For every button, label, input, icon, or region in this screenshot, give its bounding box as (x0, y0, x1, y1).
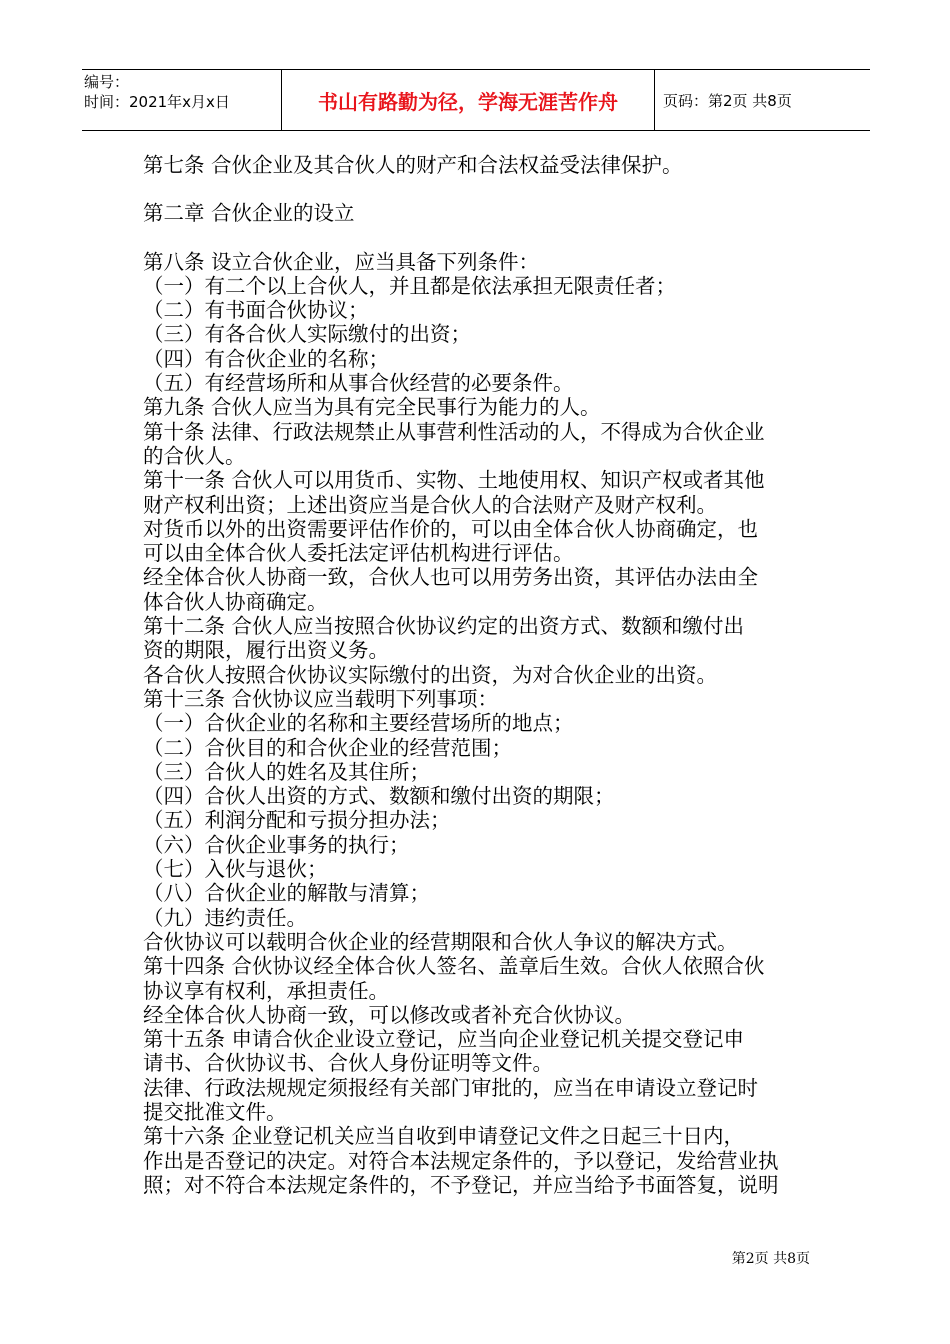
text-line: 第九条 合伙人应当为具有完全民事行为能力的人。 (143, 395, 601, 420)
header-page-number: 页码：第2页 共8页 (663, 91, 792, 110)
text-line: 第七条 合伙企业及其合伙人的财产和合法权益受法律保护。 (143, 153, 683, 177)
text-line: 第十五条 申请合伙企业设立登记，应当向企业登记机关提交登记申 (143, 1027, 745, 1052)
text-line: 第十条 法律、行政法规禁止从事营利性活动的人，不得成为合伙企业 (143, 419, 765, 444)
text-line: 第十二条 合伙人应当按照合伙协议约定的出资方式、数额和缴付出 (143, 614, 745, 639)
text-line: 照；对不符合本法规定条件的，不予登记，并应当给予书面答复，说明 (143, 1172, 779, 1197)
text-line: （五）有经营场所和从事合伙经营的必要条件。 (143, 371, 574, 396)
text-line: （三）合伙人的姓名及其住所； (143, 759, 430, 784)
text-line: 经全体合伙人协商一致，可以修改或者补充合伙协议。 (143, 1002, 635, 1027)
text-line: 财产权利出资；上述出资应当是合伙人的合法财产及财产权利。 (143, 492, 717, 517)
text-line: （一）有二个以上合伙人，并且都是依法承担无限责任者； (143, 273, 676, 298)
text-line: 请书、合伙协议书、合伙人身份证明等文件。 (143, 1051, 553, 1076)
text-line: 作出是否登记的决定。对符合本法规定条件的，予以登记，发给营业执 (143, 1148, 779, 1173)
text-line: 经全体合伙人协商一致，合伙人也可以用劳务出资，其评估办法由全 (143, 565, 758, 590)
text-line: 合伙协议可以载明合伙企业的经营期限和合伙人争议的解决方式。 (143, 929, 738, 954)
text-line: （三）有各合伙人实际缴付的出资； (143, 322, 471, 347)
text-line: （四）合伙人出资的方式、数额和缴付出资的期限； (143, 784, 615, 809)
text-line: （七）入伙与退伙； (143, 857, 328, 882)
text-line: 对货币以外的出资需要评估作价的，可以由全体合伙人协商确定，也 (143, 516, 758, 541)
text-line: （二）合伙目的和合伙企业的经营范围； (143, 735, 512, 760)
text-line: 第十六条 企业登记机关应当自收到申请登记文件之日起三十日内， (143, 1124, 745, 1149)
text-line: （五）利润分配和亏损分担办法； (143, 808, 451, 833)
text-line: 资的期限，履行出资义务。 (143, 638, 389, 663)
document-date-label: 时间：2021年x月x日 (84, 93, 230, 111)
text-line: 第十三条 合伙协议应当载明下列事项： (143, 686, 499, 711)
text-line: 的合伙人。 (143, 443, 246, 468)
document-body (143, 153, 815, 1197)
text-line: （九）违约责任。 (143, 905, 307, 930)
text-line: 第八条 设立合伙企业，应当具备下列条件： (143, 249, 540, 274)
text-line: 第十四条 合伙协议经全体合伙人签名、盖章后生效。合伙人依照合伙 (143, 954, 765, 979)
page-footer: 第2页 共8页 (731, 1251, 810, 1267)
text-line: 法律、行政法规规定须报经有关部门审批的，应当在申请设立登记时 (143, 1075, 758, 1100)
text-line: （一）合伙企业的名称和主要经营场所的地点； (143, 711, 574, 736)
page-header (82, 69, 870, 131)
text-line: 各合伙人按照合伙协议实际缴付的出资，为对合伙企业的出资。 (143, 662, 717, 687)
paragraph-gap (143, 226, 815, 250)
text-line: 第十一条 合伙人可以用货币、实物、土地使用权、知识产权或者其他 (143, 468, 765, 493)
paragraph-gap (143, 177, 815, 201)
text-line: 体合伙人协商确定。 (143, 589, 328, 614)
text-line: （二）有书面合伙协议； (143, 298, 369, 323)
text-line: 协议享有权利，承担责任。 (143, 978, 389, 1003)
text-line: （八）合伙企业的解散与清算； (143, 881, 430, 906)
header-motto: 书山有路勤为径，学海无涯苦作舟 (282, 70, 655, 130)
text-line: （六）合伙企业事务的执行； (143, 832, 410, 857)
text-line: 第二章 合伙企业的设立 (143, 201, 355, 226)
text-line: （四）有合伙企业的名称； (143, 346, 389, 371)
header-meta (82, 70, 282, 130)
text-line: 可以由全体合伙人委托法定评估机构进行评估。 (143, 541, 574, 566)
document-number-label: 编号： (84, 73, 130, 91)
text-line: 提交批准文件。 (143, 1099, 287, 1124)
